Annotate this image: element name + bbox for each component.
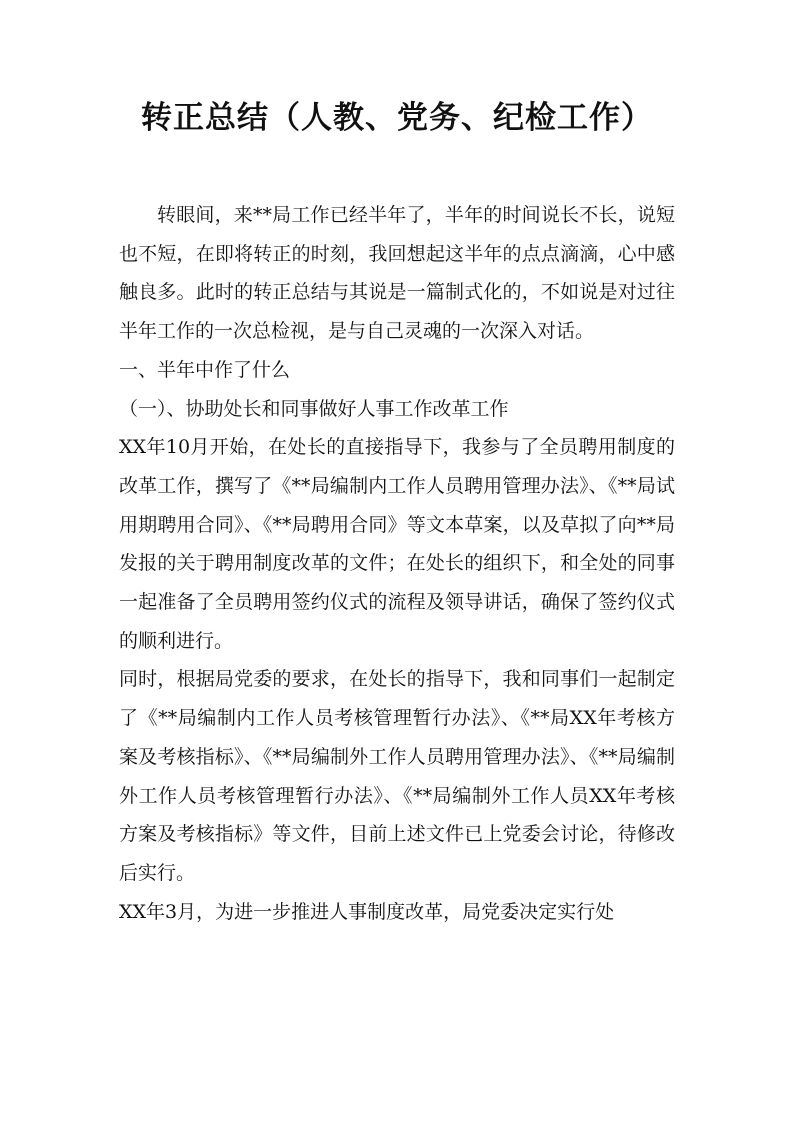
paragraph-assessment-rules: 同时，根据局党委的要求，在处长的指导下，我和同事们一起制定了《**局编制内工作人员考核管理暂行办法》、《**局XX年考核方案及考核指标》、《**局编制外工作人员聘用管理办法》、《**局编制外工作人员考核管理暂行办法》、《**局编制外工作人员XX年考核方案及考核指标》等文件，目前上述文件已上党委会讨论，待修改后实行。 <box>119 668 675 884</box>
subsection-heading: （一）、协助处长和同事做好人事工作改革工作 <box>119 397 509 420</box>
section-heading: 一、半年中作了什么 <box>119 358 291 381</box>
paragraph-recruitment-reform: XX年10月开始，在处长的直接指导下，我参与了全员聘用制度的改革工作，撰写了《**局编制内工作人员聘用管理办法》、《**局试用期聘用合同》、《**局聘用合同》等文本草案，以及草拟了向**局发报的关于聘用制度改革的文件；在处长的组织下，和全处的同事一起准备了全员聘用签约仪式的流程及领导讲话，确保了签约仪式的顺利进行。 <box>119 436 675 652</box>
paragraph-intro: 转眼间，来**局工作已经半年了，半年的时间说长不长，说短也不短，在即将转正的时刻，我回想起这半年的点点滴滴，心中感触良多。此时的转正总结与其说是一篇制式化的，不如说是对过往半年工作的一次总检视，是与自己灵魂的一次深入对话。 <box>119 204 675 343</box>
document-title: 转正总结（人教、党务、纪检工作） <box>141 100 653 136</box>
document-body <box>119 196 675 931</box>
paragraph-march-reform: XX年3月，为进一步推进人事制度改革，局党委决定实行处 <box>119 900 615 923</box>
